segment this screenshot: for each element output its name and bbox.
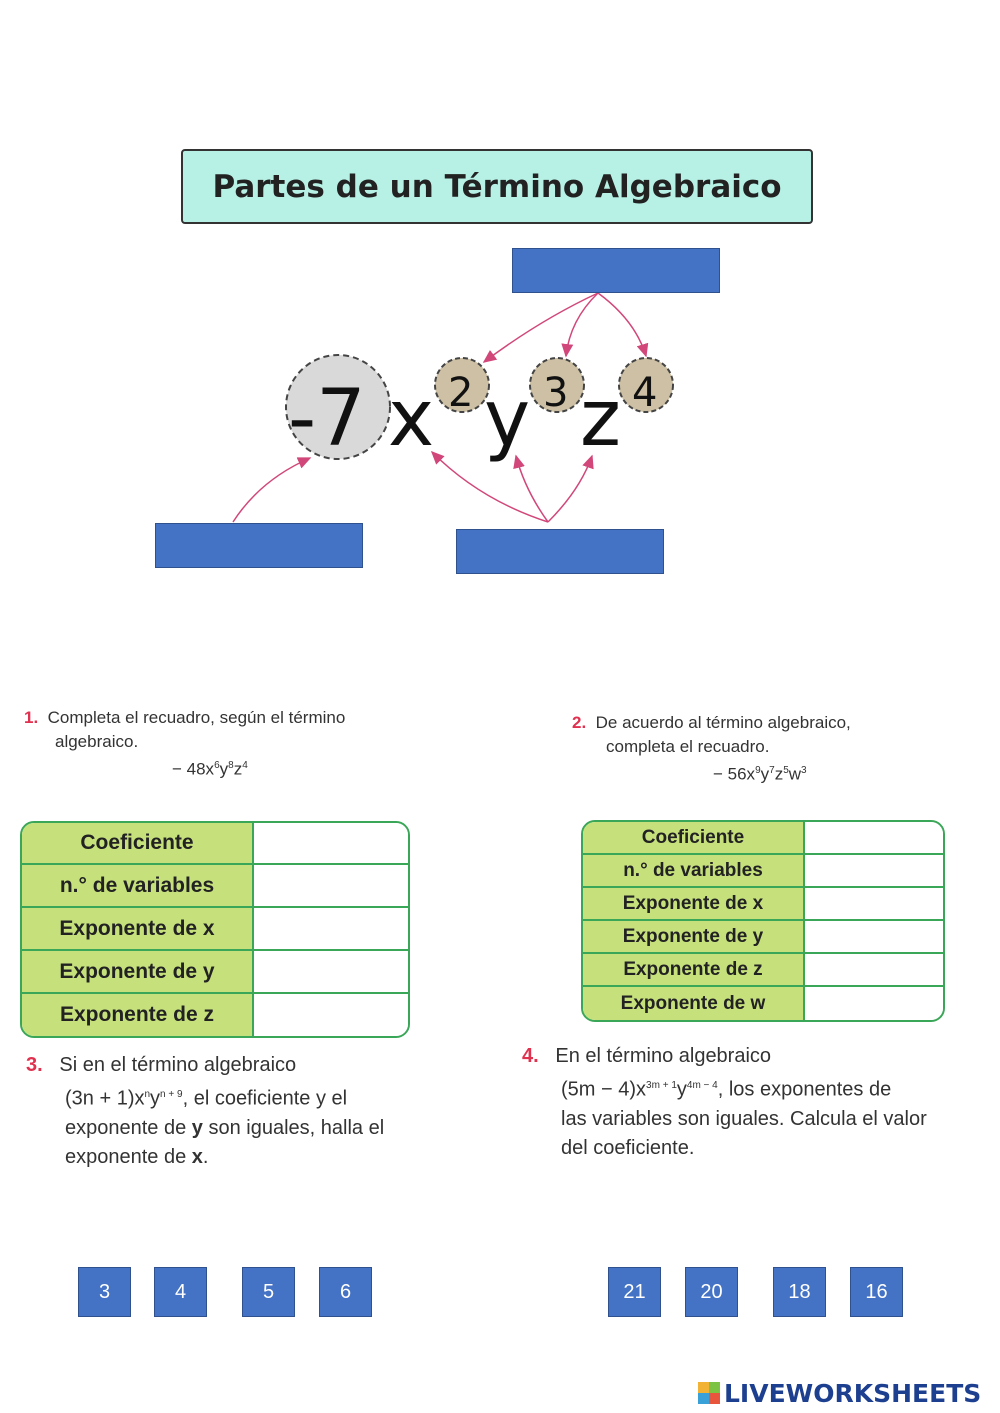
option-button[interactable]: 3 xyxy=(78,1267,131,1317)
problem-2-line2: completa el recuadro. xyxy=(606,737,770,756)
variable-x: x xyxy=(388,374,435,464)
exponent-z: 4 xyxy=(632,370,658,416)
problem-3-text xyxy=(26,1051,456,1172)
arrow-top-to-exp-y xyxy=(566,293,598,356)
table-1-label: Coeficiente xyxy=(22,823,254,865)
table-2-answer-cell[interactable] xyxy=(805,855,943,888)
problem-3-line4: exponente de x. xyxy=(65,1145,209,1168)
liveworksheets-logo xyxy=(698,1378,994,1408)
option-button[interactable]: 21 xyxy=(608,1267,661,1317)
table-1-label: Exponente de x xyxy=(22,908,254,951)
option-button[interactable]: 16 xyxy=(850,1267,903,1317)
table-2-label: n.° de variables xyxy=(583,855,805,888)
problem-2-text xyxy=(572,711,972,787)
problem-1-text xyxy=(24,706,424,782)
table-2-label: Exponente de w xyxy=(583,987,805,1020)
table-2-answer-cell[interactable] xyxy=(805,888,943,921)
table-2-label: Exponente de z xyxy=(583,954,805,987)
arrow-left-to-coefficient xyxy=(233,458,310,522)
table-2-label: Exponente de x xyxy=(583,888,805,921)
arrow-bottom-to-z xyxy=(548,456,592,522)
answer-drop-exponents[interactable] xyxy=(512,248,720,293)
page-title: Partes de un Término Algebraico xyxy=(181,149,813,224)
liveworksheets-logo-icon xyxy=(698,1382,720,1404)
problem-1-number: 1. xyxy=(24,708,39,727)
problem-3-line1: Si en el término algebraico xyxy=(59,1054,297,1076)
table-2-label: Exponente de y xyxy=(583,921,805,954)
arrow-top-to-exp-z xyxy=(598,293,646,356)
problem-2-table xyxy=(581,820,945,1022)
table-2-answer-cell[interactable] xyxy=(805,822,943,855)
problem-4-expression: $(5m - 4)x^{3m + 1}y^{4m - 4}$, los exponentes de xyxy=(561,1078,892,1101)
problem-1-line1: Completa el recuadro, según el término xyxy=(47,708,346,727)
option-button[interactable]: 6 xyxy=(319,1267,372,1317)
problem-2-term: − $56x^9y^7z^5w^3$ xyxy=(713,764,807,784)
option-button[interactable]: 4 xyxy=(154,1267,207,1317)
problem-2-line1: De acuerdo al término algebraico, xyxy=(595,713,851,732)
table-1-answer-cell[interactable] xyxy=(254,951,408,994)
problem-4-line1: En el término algebraico xyxy=(555,1045,772,1067)
table-1-label: Exponente de y xyxy=(22,951,254,994)
liveworksheets-logo-text: LIVEWORKSHEETS xyxy=(724,1378,982,1408)
table-2-answer-cell[interactable] xyxy=(805,954,943,987)
option-button[interactable]: 5 xyxy=(242,1267,295,1317)
answer-drop-variables[interactable] xyxy=(456,529,664,574)
table-2-answer-cell[interactable] xyxy=(805,987,943,1020)
table-2-answer-cell[interactable] xyxy=(805,921,943,954)
table-1-answer-cell[interactable] xyxy=(254,908,408,951)
problem-3-expression: $(3n + 1)x^ny^{n + 9}$, el coeficiente y el xyxy=(65,1087,348,1110)
option-button[interactable]: 18 xyxy=(773,1267,826,1317)
table-1-label: Exponente de z xyxy=(22,994,254,1036)
table-1-answer-cell[interactable] xyxy=(254,865,408,908)
problem-4-number: 4. xyxy=(522,1045,539,1067)
exponent-x: 2 xyxy=(448,370,474,416)
variable-y: y xyxy=(484,374,531,464)
coefficient-text: -7 xyxy=(288,374,366,464)
answer-drop-coefficient[interactable] xyxy=(155,523,363,568)
table-1-answer-cell[interactable] xyxy=(254,823,408,865)
problem-1-term: − $48x^6y^8z^4$ xyxy=(172,759,248,779)
arrow-top-to-exp-x xyxy=(484,293,598,362)
problem-4-line3: las variables son iguales. Calcula el valor xyxy=(561,1107,927,1130)
table-2-label: Coeficiente xyxy=(583,822,805,855)
problem-3-number: 3. xyxy=(26,1054,43,1076)
problem-2-number: 2. xyxy=(572,713,587,732)
problem-1-table xyxy=(20,821,410,1038)
problem-1-line2: algebraico. xyxy=(55,732,139,751)
table-1-label: n.° de variables xyxy=(22,865,254,908)
exponent-y: 3 xyxy=(543,370,569,416)
table-1-answer-cell[interactable] xyxy=(254,994,408,1036)
option-button[interactable]: 20 xyxy=(685,1267,738,1317)
problem-4-line4: del coeficiente. xyxy=(561,1136,695,1159)
problem-4-text xyxy=(522,1042,992,1163)
variable-z: z xyxy=(580,374,621,464)
problem-3-line3: exponente de y son iguales, halla el xyxy=(65,1116,385,1139)
